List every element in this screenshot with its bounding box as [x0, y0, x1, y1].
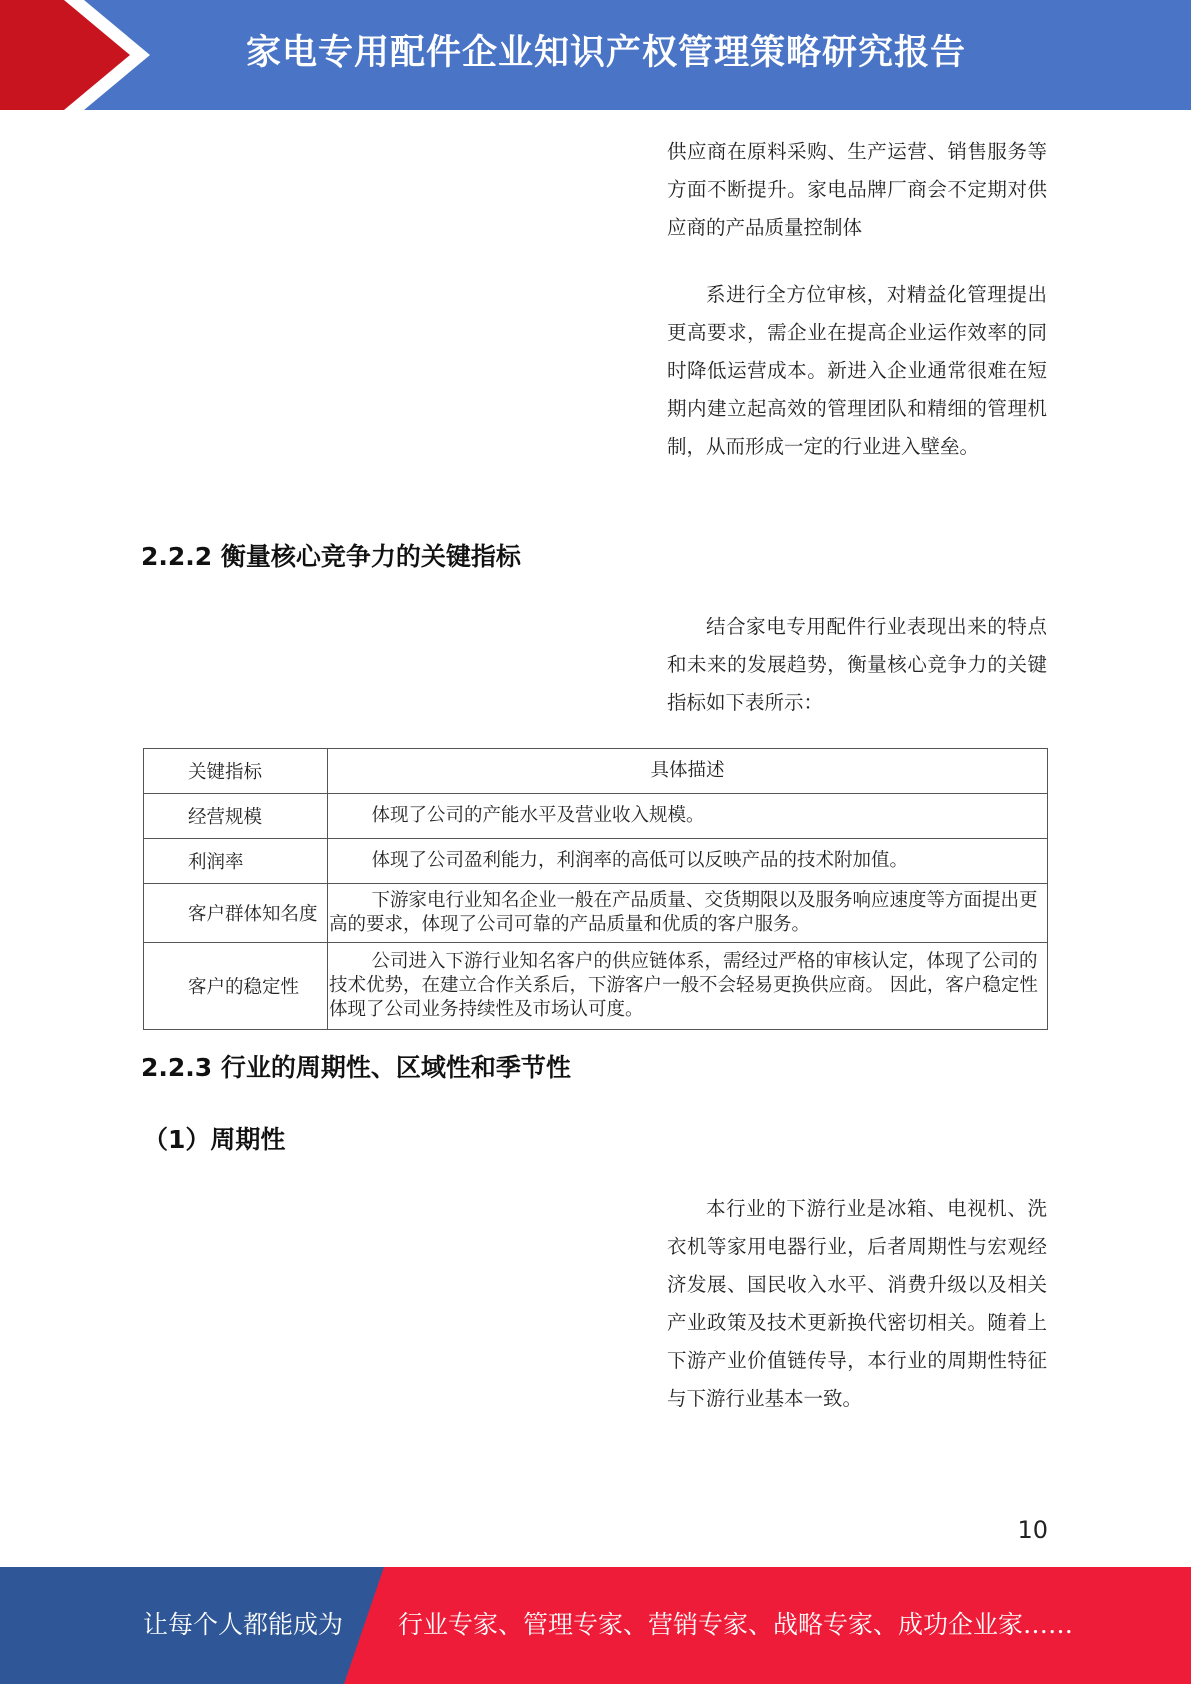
footer-slogan-right: 行业专家、管理专家、营销专家、战略专家、成功企业家……: [398, 1610, 1074, 1639]
page-number: 10: [1017, 1516, 1048, 1544]
cell-description: 下游家电行业知名企业一般在产品质量、交货期限以及服务响应速度等方面提出更高的要求，体现了公司可靠的产品质量和优质的客户服务。: [328, 884, 1048, 943]
kpi-table: [143, 748, 1048, 1030]
report-title: 家电专用配件企业知识产权管理策略研究报告: [246, 33, 967, 73]
subheading-cyclicality: （1）周期性: [143, 1125, 286, 1154]
cell-indicator: 客户的稳定性: [144, 943, 328, 1030]
page-header: [0, 0, 1191, 110]
table-row: [144, 839, 1048, 884]
section-heading-2-2-2: 2.2.2 衡量核心竞争力的关键指标: [141, 542, 521, 571]
paragraph-kpi-intro: 结合家电专用配件行业表现出来的特点和未来的发展趋势，衡量核心竞争力的关键指标如下表所示：: [667, 615, 1047, 714]
paragraph-supplier-quality: 供应商在原料采购、生产运营、销售服务等方面不断提升。家电品牌厂商会不定期对供应商的产品质量控制体: [667, 140, 1047, 239]
header-cell-description: 具体描述: [328, 749, 1048, 794]
cell-indicator: 利润率: [144, 839, 328, 884]
cell-indicator: 经营规模: [144, 794, 328, 839]
table-row: [144, 794, 1048, 839]
header-cell-indicator: 关键指标: [144, 749, 328, 794]
table-header-row: [144, 749, 1048, 794]
table-row: [144, 943, 1048, 1030]
header-arrow-decoration: [0, 0, 160, 110]
cell-description: 体现了公司的产能水平及营业收入规模。: [328, 794, 1048, 839]
section-heading-2-2-3: 2.2.3 行业的周期性、区域性和季节性: [141, 1053, 571, 1082]
footer-slogan-left: 让每个人都能成为: [143, 1610, 344, 1639]
paragraph-cyclicality: 本行业的下游行业是冰箱、电视机、洗衣机等家用电器行业，后者周期性与宏观经济发展、国民收入水平、消费升级以及相关产业政策及技术更新换代密切相关。随着上下游产业价值链传导，本行业的周期性特征与下游行业基本一致。: [667, 1197, 1047, 1410]
cell-indicator: 客户群体知名度: [144, 884, 328, 943]
table-row: [144, 884, 1048, 943]
page-footer: [0, 1567, 1191, 1684]
cell-description: 公司进入下游行业知名客户的供应链体系，需经过严格的审核认定，体现了公司的技术优势，在建立合作关系后，下游客户一般不会轻易更换供应商。 因此，客户稳定性体现了公司业务持续性及市场认可度。: [328, 943, 1048, 1030]
cell-description: 体现了公司盈利能力，利润率的高低可以反映产品的技术附加值。: [328, 839, 1048, 884]
paragraph-entry-barrier: 系进行全方位审核，对精益化管理提出更高要求，需企业在提高企业运作效率的同时降低运营成本。新进入企业通常很难在短期内建立起高效的管理团队和精细的管理机制，从而形成一定的行业进入壁垒。: [667, 283, 1047, 458]
